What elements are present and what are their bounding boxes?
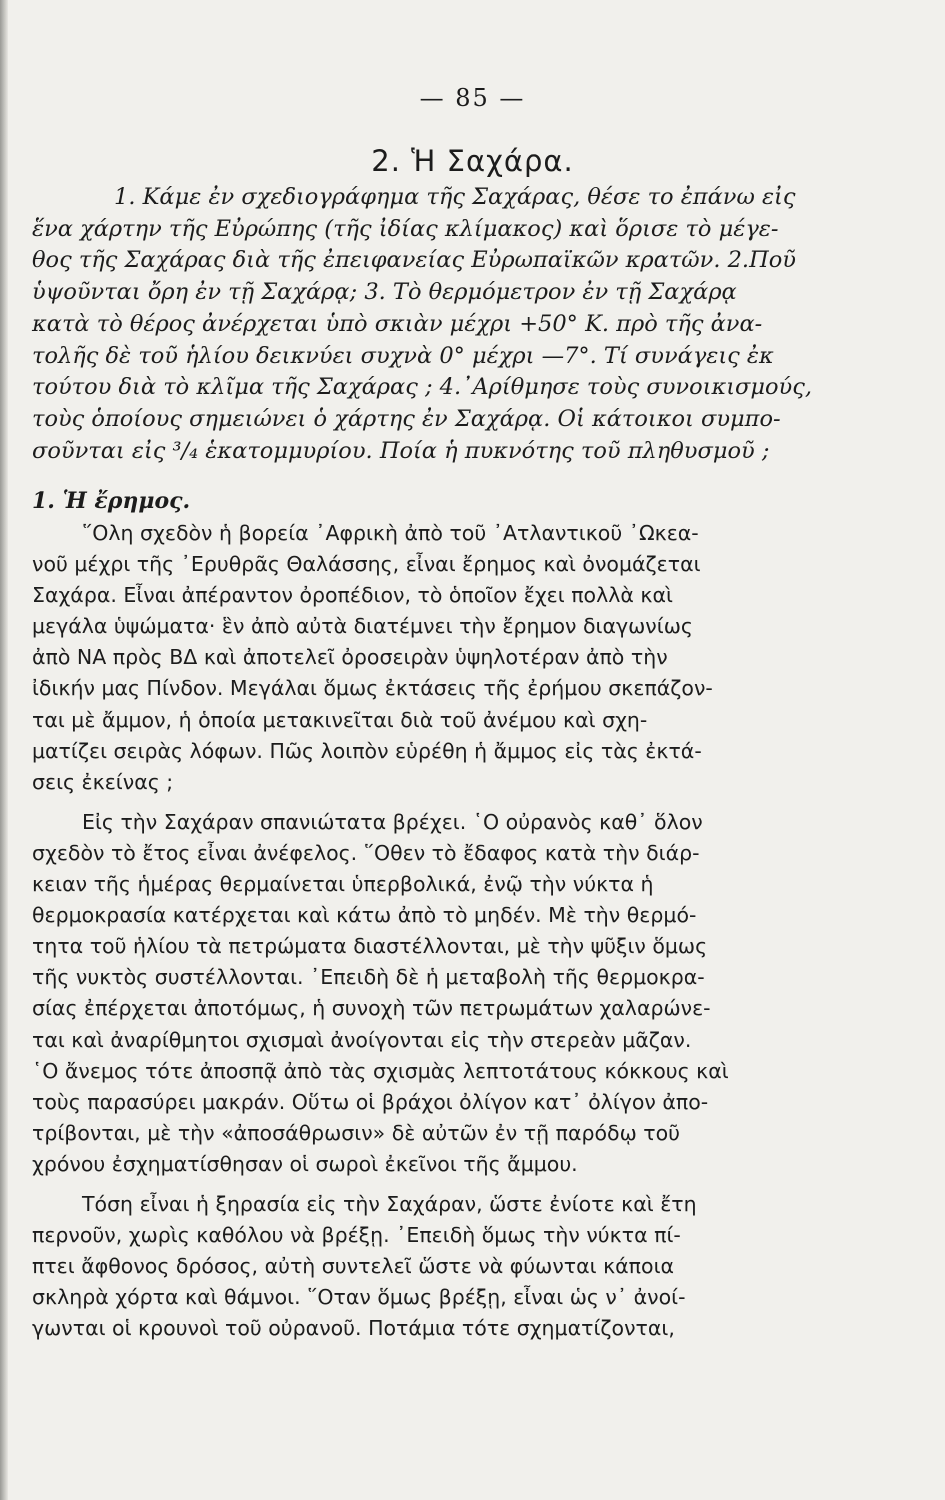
exercise-line: σοῦνται εἰς ³/₄ ἑκατομμυρίου. Ποία ἡ πυκνότης τοῦ πληθυσμοῦ ; bbox=[32, 437, 770, 464]
body-line: Σαχάρα. Εἶναι ἀπέραντον ὀροπέδιον, τὸ ὁποῖον ἔχει πολλὰ καὶ bbox=[32, 583, 673, 608]
body-line: ματίζει σειρὰς λόφων. Πῶς λοιπὸν εὑρέθη ἡ ἄμμος εἰς τὰς ἐκτά- bbox=[32, 738, 702, 763]
exercise-line: ἕνα χάρτην τῆς Εὐρώπης (τῆς ἰδίας κλίμακος) καὶ ὅρισε τὸ μέγε- bbox=[32, 215, 779, 242]
body-line: νοῦ μέχρι τῆς ᾽Ερυθρᾶς Θαλάσσης, εἶναι ἔρημος καὶ ὀνομάζεται bbox=[32, 552, 701, 577]
body-line: σκληρὰ χόρτα καὶ θάμνοι. ῞Οταν ὅμως βρέξῃ, εἶναι ὡς ν᾽ ἀνοί- bbox=[32, 1285, 686, 1310]
body-line: ται καὶ ἀναρίθμητοι σχισμαὶ ἀνοίγονται εἰς τὴν στερεὰν μᾶζαν. bbox=[32, 1027, 692, 1052]
body-line: τητα τοῦ ἡλίου τὰ πετρώματα διαστέλλονται, μὲ τὴν ψῦξιν ὅμως bbox=[32, 934, 708, 959]
exercise-block bbox=[32, 182, 812, 467]
body-line: μεγάλα ὑψώματα· ἓν ἀπὸ αὐτὰ διατέμνει τὴν ἔρημον διαγωνίως bbox=[32, 614, 693, 639]
exercise-line: 1. Κάμε ἐν σχεδιογράφημα τῆς Σαχάρας, θέσε το ἐπάνω εἰς bbox=[114, 184, 796, 210]
page-number: — 85 — bbox=[419, 84, 526, 112]
body-line: κειαν τῆς ἡμέρας θερμαίνεται ὑπερβολικά, ἐνῷ τὴν νύκτα ἡ bbox=[32, 872, 654, 897]
exercise-line: τούτου διὰ τὸ κλῖμα τῆς Σαχάρας ; 4.᾽Αρίθμησε τοὺς συνοικισμούς, bbox=[32, 374, 812, 401]
body-line: περνοῦν, χωρὶς καθόλου νὰ βρέξῃ. ᾽Επειδὴ ὅμως τὴν νύκτα πί- bbox=[32, 1223, 681, 1248]
body-line: γωνται οἱ κρουνοὶ τοῦ οὐρανοῦ. Ποτάμια τότε σχηματίζονται, bbox=[32, 1316, 675, 1341]
body-line: ῞Ολη σχεδὸν ἡ βορεία ᾽Αφρικὴ ἀπὸ τοῦ ᾽Ατλαντικοῦ ᾽Ωκεα- bbox=[82, 521, 699, 545]
body-line: ἰδικήν μας Πίνδον. Μεγάλαι ὅμως ἐκτάσεις τῆς ἐρήμου σκεπάζον- bbox=[32, 676, 713, 701]
body-line: σχεδὸν τὸ ἔτος εἶναι ἀνέφελος. ῞Οθεν τὸ ἔδαφος κατὰ τὴν διάρ- bbox=[32, 840, 700, 865]
body-line: σίας ἐπέρχεται ἀποτόμως, ἡ συνοχὴ τῶν πετρωμάτων χαλαρώνε- bbox=[32, 996, 711, 1021]
body-line: ἀπὸ ΝΑ πρὸς ΒΔ καὶ ἀποτελεῖ ὀροσειρὰν ὑψηλοτέραν ἀπὸ τὴν bbox=[32, 645, 668, 670]
body-line: τοὺς παρασύρει μακράν. Οὕτω οἱ βράχοι ὀλίγον κατ᾽ ὀλίγον ἀπο- bbox=[32, 1089, 709, 1114]
exercise-line: ὑψοῦνται ὄρη ἐν τῇ Σαχάρᾳ; 3. Τὸ θερμόμετρον ἐν τῇ Σαχάρᾳ bbox=[32, 279, 737, 306]
exercise-line: κατὰ τὸ θέρος ἀνέρχεται ὑπὸ σκιὰν μέχρι +50° Κ. πρὸ τῆς ἀνα- bbox=[32, 310, 763, 337]
page-spine-shadow bbox=[0, 0, 8, 1500]
section-subheading: 1. Ἡ ἔρημος. bbox=[32, 488, 191, 514]
body-line: Τόση εἶναι ἡ ξηρασία εἰς τὴν Σαχάραν, ὥστε ἐνίοτε καὶ ἔτη bbox=[82, 1191, 697, 1216]
chapter-title: 2. Ἡ Σαχάρα. bbox=[371, 144, 574, 178]
body-line: ῾Ο ἄνεμος τότε ἀποσπᾷ ἀπὸ τὰς σχισμὰς λεπτοτάτους κόκκους καὶ bbox=[32, 1058, 729, 1083]
body-line: χρόνου ἐσχηματίσθησαν οἱ σωροὶ ἐκεῖνοι τῆς ἄμμου. bbox=[32, 1151, 578, 1176]
exercise-line: θος τῆς Σαχάρας διὰ τῆς ἐπειφανείας Εὐρωπαϊκῶν κρατῶν. 2.Ποῦ bbox=[32, 247, 796, 274]
body-line: Εἰς τὴν Σαχάραν σπανιώτατα βρέχει. ῾Ο οὐρανὸς καθ᾽ ὅλον bbox=[82, 809, 703, 834]
body-line: τρίβονται, μὲ τὴν «ἀποσάθρωσιν» δὲ αὐτῶν ἐν τῇ παρόδῳ τοῦ bbox=[32, 1120, 681, 1145]
body-line: σεις ἐκείνας ; bbox=[32, 769, 174, 794]
body-line: τῆς νυκτὸς συστέλλονται. ᾽Επειδὴ δὲ ἡ μεταβολὴ τῆς θερμοκρα- bbox=[32, 965, 705, 990]
body-line: θερμοκρασία κατέρχεται καὶ κάτω ἀπὸ τὸ μηδέν. Μὲ τὴν θερμό- bbox=[32, 903, 697, 928]
exercise-line: τολῆς δὲ τοῦ ἡλίου δεικνύει συχνὰ 0° μέχρι —7°. Τί συνάγεις ἐκ bbox=[32, 342, 774, 369]
body-line: ται μὲ ἄμμον, ἡ ὁποία μετακινεῖται διὰ τοῦ ἀνέμου καὶ σχη- bbox=[32, 707, 648, 732]
body-line: πτει ἄφθονος δρόσος, αὐτὴ συντελεῖ ὥστε νὰ φύωνται κάποια bbox=[32, 1254, 675, 1279]
body-text bbox=[32, 518, 780, 1344]
exercise-line: τοὺς ὁποίους σημειώνει ὁ χάρτης ἐν Σαχάρᾳ. Οἱ κάτοικοι συμπο- bbox=[32, 405, 781, 432]
